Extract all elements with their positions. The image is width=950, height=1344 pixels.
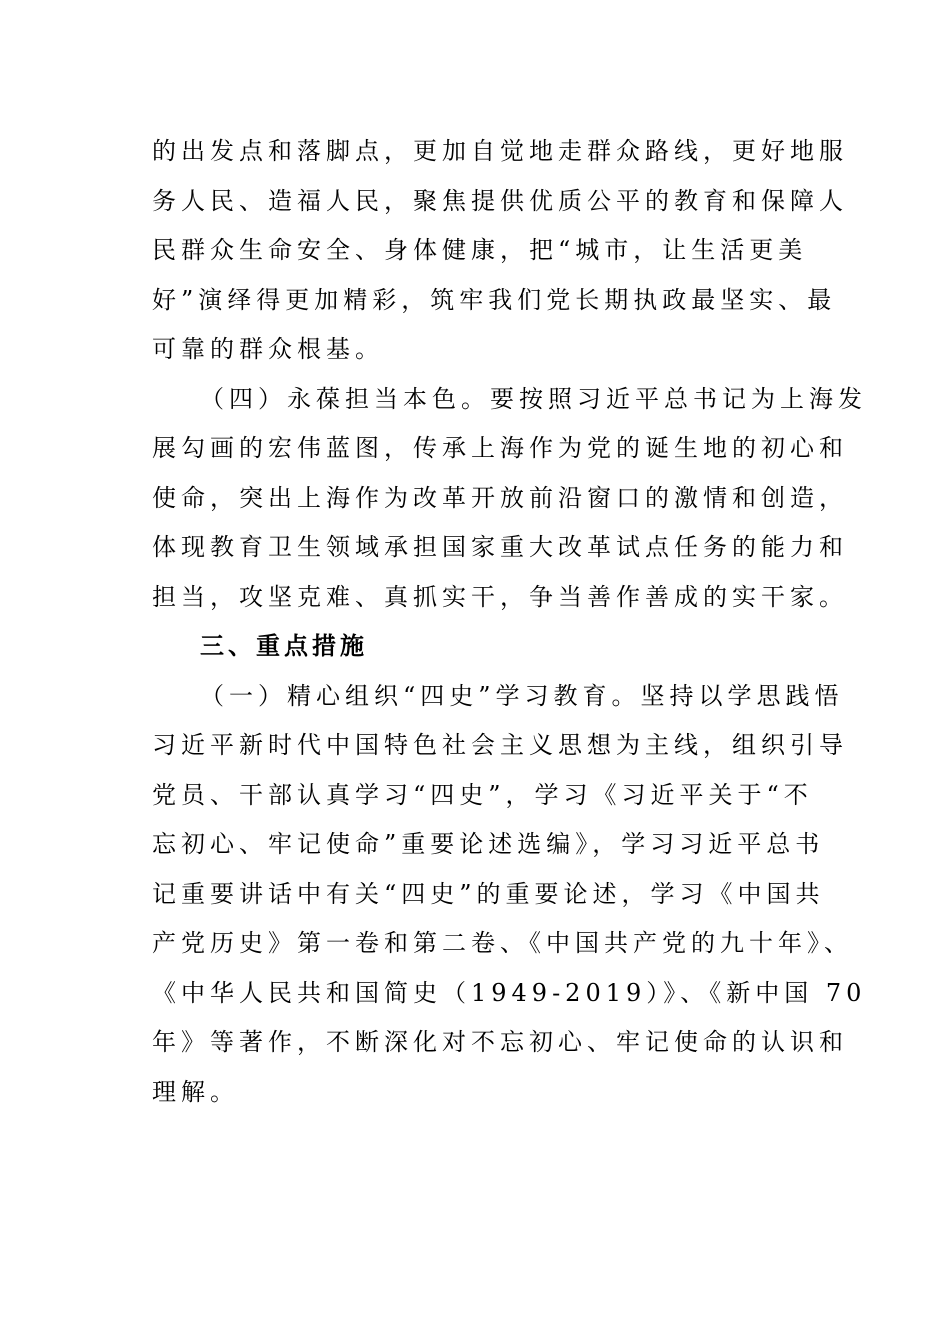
paragraph-mass-line xyxy=(152,127,848,375)
text-line: 理解。 xyxy=(152,1077,239,1106)
text-line: 习近平新时代中国特色社会主义思想为主线，组织引导 xyxy=(152,731,848,759)
text-line: 可靠的群众根基。 xyxy=(152,335,384,363)
paragraph-responsibility xyxy=(152,375,867,623)
text-line: 的出发点和落脚点，更加自觉地走群众路线，更好地服 xyxy=(152,137,848,165)
text-line: 记重要讲话中有关“四史”的重要论述，学习《中国共 xyxy=(152,879,825,908)
text-line: 使命，突出上海作为改革开放前沿窗口的激情和创造， xyxy=(152,483,848,512)
text-line: （四）永葆担当本色。要按照习近平总书记为上海发 xyxy=(200,384,867,413)
section-heading: 三、重点措施 xyxy=(200,632,368,660)
paragraph-four-histories xyxy=(152,672,867,1118)
text-line: 年》等著作，不断深化对不忘初心、牢记使命的认识和 xyxy=(152,1028,848,1056)
text-line: 展勾画的宏伟蓝图，传承上海作为党的诞生地的初心和 xyxy=(152,434,848,462)
text-line: 好”演绎得更加精彩，筑牢我们党长期执政最坚实、最 xyxy=(152,285,837,314)
text-line: 产党历史》第一卷和第二卷、《中国共产党的九十年》、 xyxy=(152,929,853,957)
document-body xyxy=(152,127,867,1117)
text-line: 务人民、造福人民，聚焦提供优质公平的教育和保障人 xyxy=(152,186,848,215)
text-line: 体现教育卫生领域承担国家重大改革试点任务的能力和 xyxy=(152,533,848,561)
text-line: （一）精心组织“四史”学习教育。坚持以学思践悟 xyxy=(200,681,844,710)
text-line: 担当，攻坚克难、真抓实干，争当善作善成的实干家。 xyxy=(152,582,848,611)
text-line: 党员、干部认真学习“四史”，学习《习近平关于“不 xyxy=(152,780,813,809)
text-line: 民群众生命安全、身体健康，把“城市，让生活更美 xyxy=(152,236,808,264)
text-line: 《中华人民共和国简史（1949-2019）》、《新中国 70 xyxy=(152,978,867,1007)
text-line: 忘初心、牢记使命”重要论述选编》，学习习近平总书 xyxy=(152,830,825,858)
